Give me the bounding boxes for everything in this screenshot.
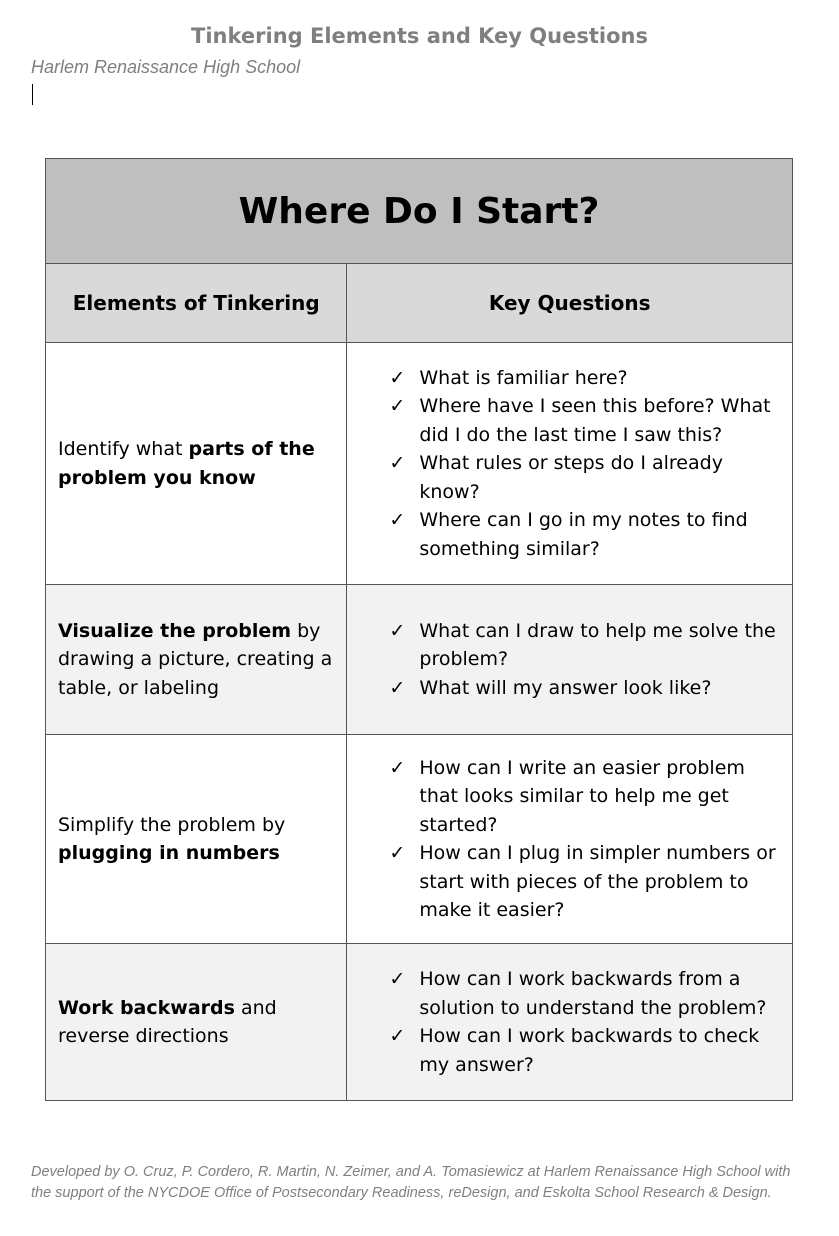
element-cell (46, 735, 347, 944)
column-header-elements: Elements of Tinkering (46, 264, 347, 343)
element-text: Simplify the problem by (58, 813, 286, 836)
checkmark-icon: ✓ (389, 366, 406, 389)
tinkering-table (45, 158, 793, 1101)
list-item (389, 1022, 782, 1079)
table-header-row (46, 264, 793, 343)
question-text: How can I plug in simpler numbers or start with pieces of the problem to make it easier? (419, 842, 776, 921)
list-item (389, 506, 782, 563)
table-row (46, 585, 793, 735)
questions-cell (347, 944, 793, 1101)
list-item (389, 617, 782, 674)
table-row (46, 944, 793, 1101)
school-name: Harlem Renaissance High School (31, 57, 301, 77)
question-text: Where can I go in my notes to find something similar? (419, 509, 748, 560)
element-bold-text: Work backwards (58, 996, 235, 1019)
list-item (389, 839, 782, 925)
questions-cell (347, 343, 793, 585)
question-list (347, 965, 792, 1079)
checkmark-icon: ✓ (389, 619, 406, 642)
checkmark-icon: ✓ (389, 395, 406, 418)
list-item (389, 449, 782, 506)
question-list (347, 617, 792, 703)
element-cell (46, 585, 347, 735)
checkmark-icon: ✓ (389, 968, 406, 990)
element-cell (46, 343, 347, 585)
table-title: Where Do I Start? (46, 159, 793, 264)
question-text: What can I draw to help me solve the problem? (419, 619, 776, 671)
question-text: How can I work backwards from a solution to understand the problem? (419, 968, 767, 1019)
element-bold-text: plugging in numbers (58, 842, 280, 864)
checkmark-icon: ✓ (389, 452, 406, 475)
list-item (389, 392, 782, 449)
checkmark-icon: ✓ (389, 509, 406, 532)
footer-credit: Developed by O. Cruz, P. Cordero, R. Martin, N. Zeimer, and A. Tomasiewicz at Harlem Renaissance High School with the support of the NYCDOE Office of Postsecondary Readiness, reDesign, and Eskolta School Research & Design. (31, 1164, 791, 1201)
list-item (389, 674, 782, 703)
table-row (46, 343, 793, 585)
question-text: What rules or steps do I already know? (419, 452, 723, 503)
list-item (389, 965, 782, 1022)
element-bold-text: parts of the problem you know (58, 438, 315, 489)
list-item (389, 754, 782, 840)
element-cell (46, 944, 347, 1101)
question-list (347, 754, 792, 925)
text-cursor (32, 84, 33, 105)
questions-cell (347, 585, 793, 735)
checkmark-icon: ✓ (389, 842, 406, 864)
table-title-row (46, 159, 793, 264)
column-header-questions: Key Questions (347, 264, 793, 343)
question-text: What is familiar here? (419, 366, 628, 389)
document-title: Tinkering Elements and Key Questions (191, 24, 648, 48)
questions-cell (347, 735, 793, 944)
question-text: How can I work backwards to check my answer? (419, 1025, 760, 1076)
element-bold-text: Visualize the problem (58, 619, 292, 642)
table-row (46, 735, 793, 944)
question-text: How can I write an easier problem that looks similar to help me get started? (419, 756, 745, 836)
element-text: by drawing a picture, creating a table, or labeling (58, 619, 333, 699)
question-text: What will my answer look like? (419, 676, 712, 699)
checkmark-icon: ✓ (389, 1025, 406, 1047)
checkmark-icon: ✓ (389, 676, 406, 699)
question-text: Where have I seen this before? What did I do the last time I saw this? (419, 395, 771, 446)
element-text: Identify what (58, 438, 189, 460)
checkmark-icon: ✓ (389, 756, 406, 779)
element-text: and reverse directions (58, 996, 277, 1047)
list-item (389, 364, 782, 393)
question-list (347, 364, 792, 564)
